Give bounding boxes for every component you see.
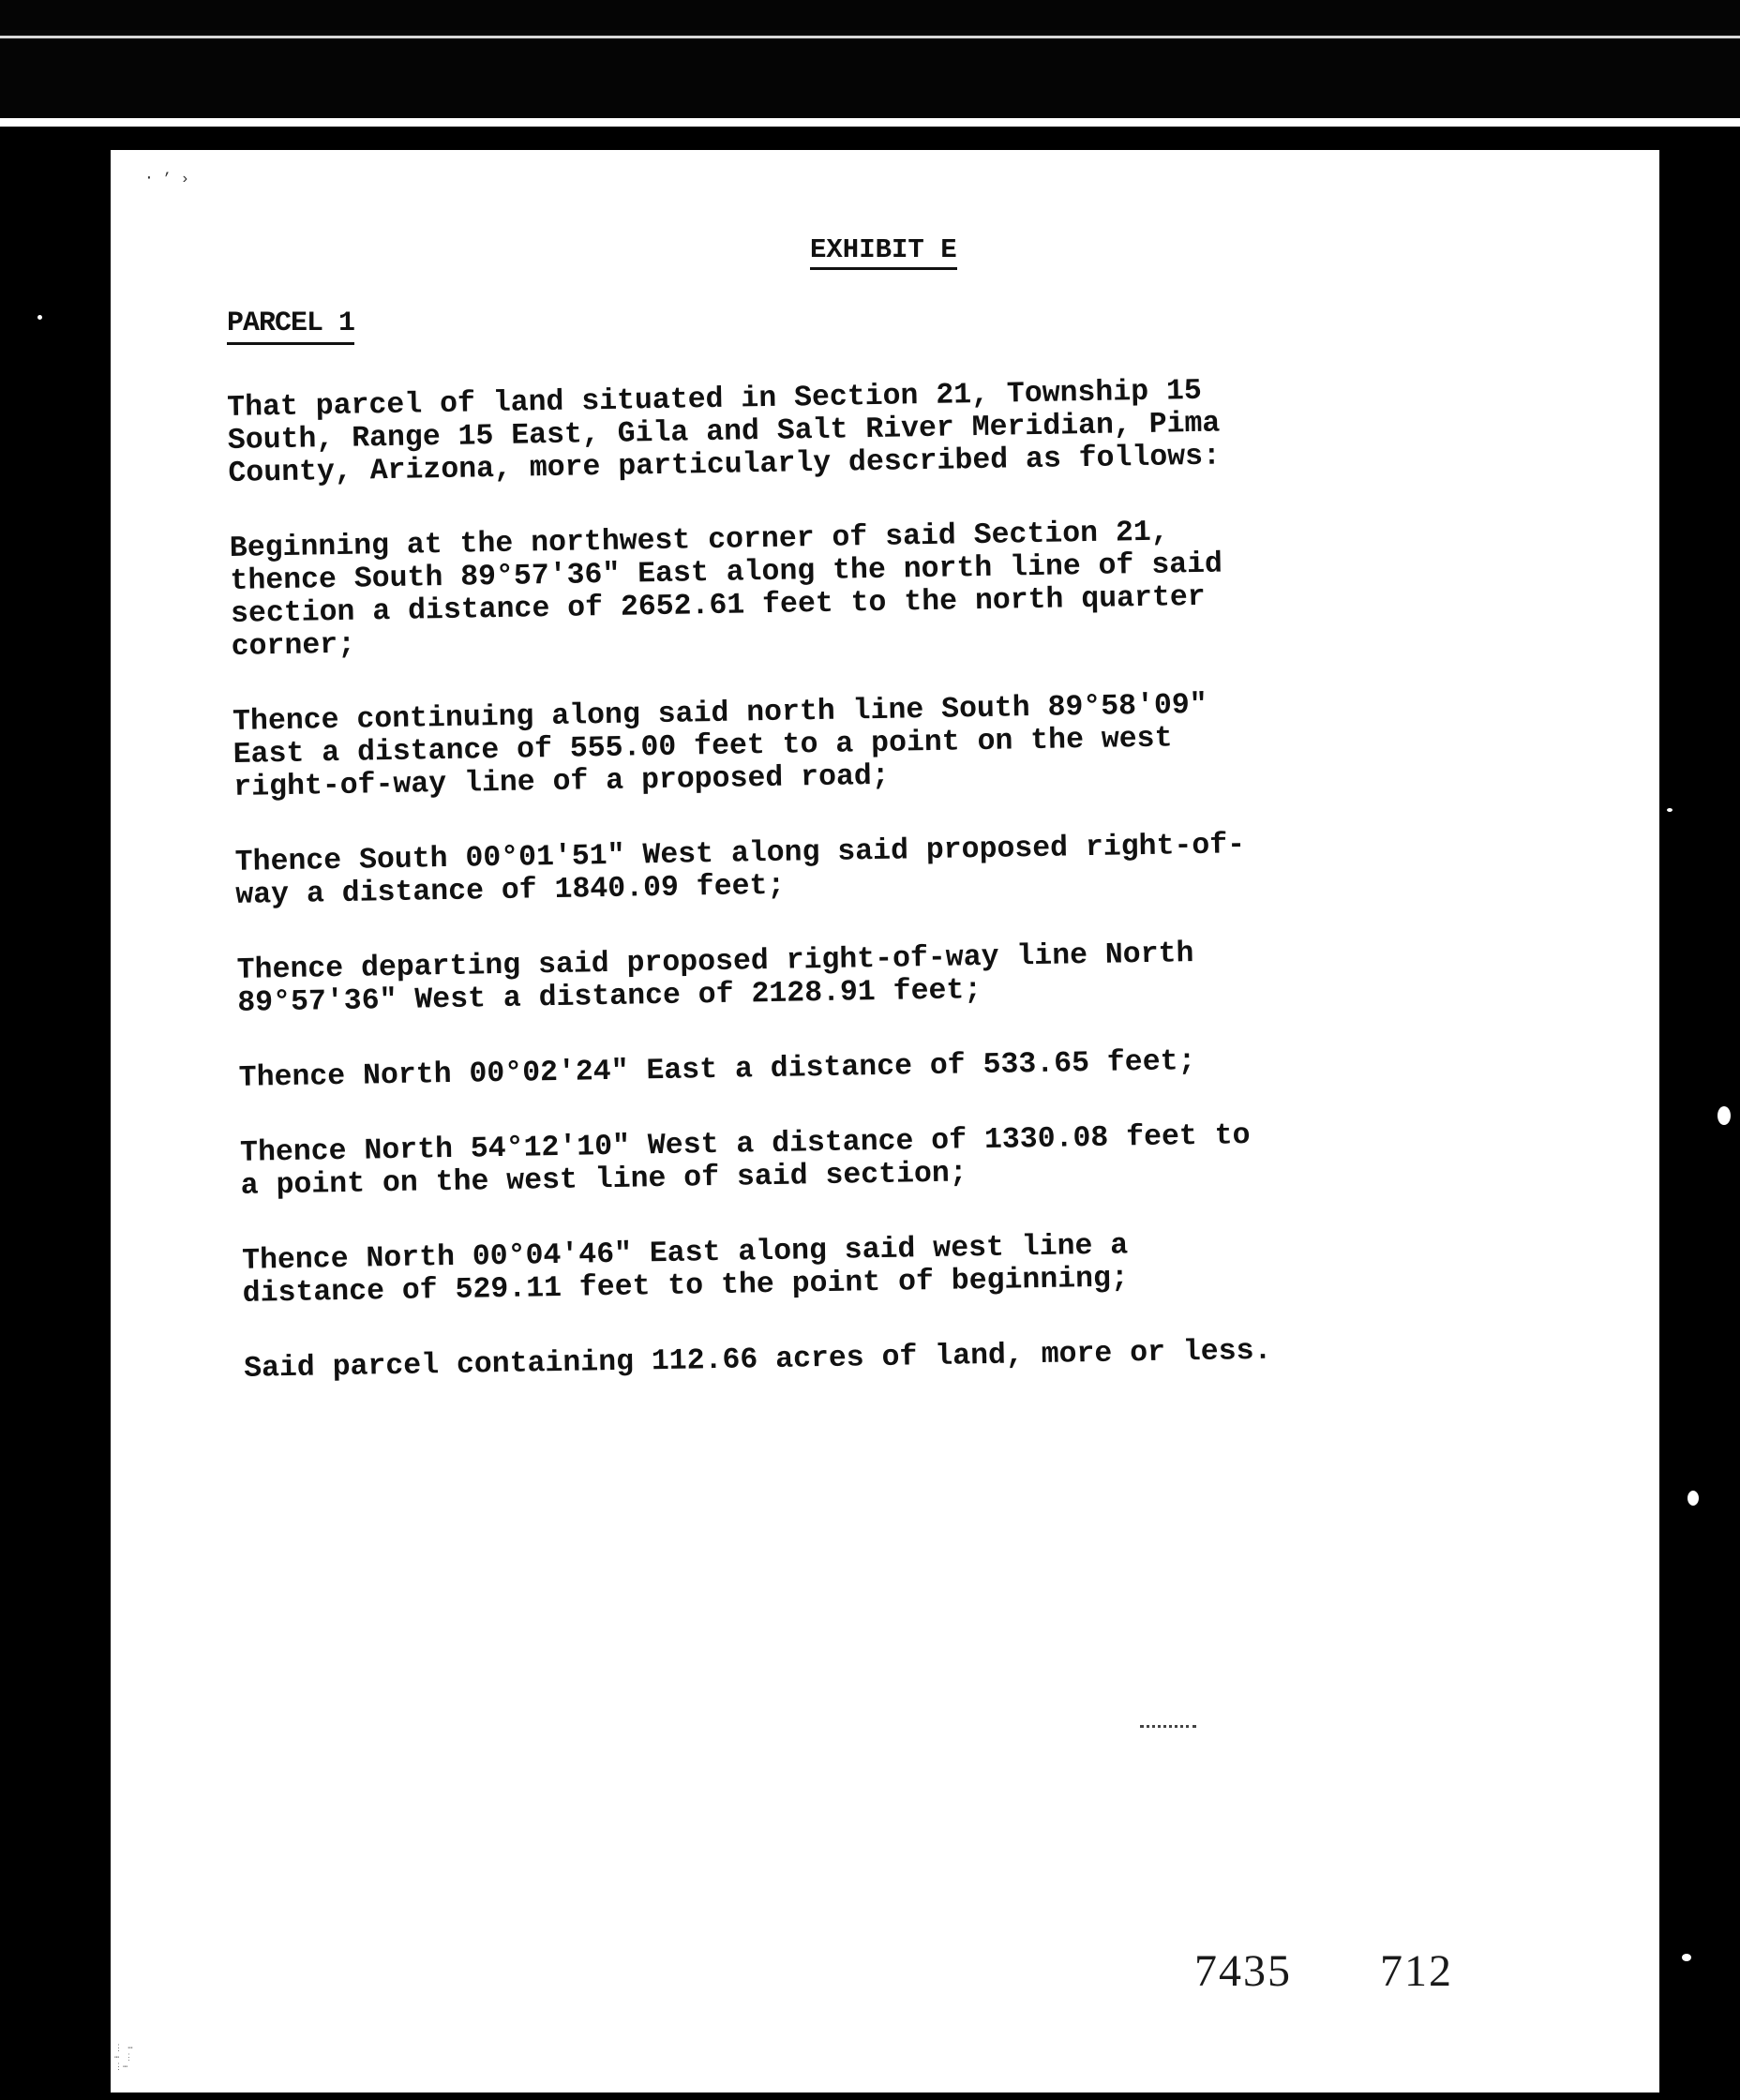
paragraph-thence-north-1: Thence North 00°02'24" East a distance of 533.65 feet; xyxy=(238,1045,1196,1095)
paragraph-acreage: Said parcel containing 112.66 acres of land, more or less. xyxy=(243,1334,1272,1386)
document-page xyxy=(111,150,1659,2092)
scan-top-band xyxy=(0,0,1740,127)
paragraph-thence-continuing: Thence continuing along said north line South 89°58'09" East a distance of 555.00 feet to a point on the west right-of-way line of a proposed road; xyxy=(232,688,1208,804)
paragraph-beginning: Beginning at the northwest corner of said Section 21, thence South 89°57'36" East along the north line of said section a distance of 2652.61 feet to the north quarter corner; xyxy=(229,516,1223,664)
paragraph-thence-departing: Thence departing said proposed right-of-way line North 89°57'36" West a distance of 2128.91 feet; xyxy=(236,938,1194,1020)
page-number: 712 xyxy=(1380,1946,1453,1996)
scan-speck xyxy=(1718,1106,1731,1125)
scan-speck xyxy=(1682,1954,1691,1961)
scan-rule-bottom xyxy=(0,118,1740,127)
corner-marks: ⋅ ’ › xyxy=(144,171,190,188)
scan-speck xyxy=(1688,1491,1699,1506)
scan-rule-top xyxy=(0,36,1740,38)
page-numbers xyxy=(1194,1945,1453,1997)
paragraph-parcel-intro: That parcel of land situated in Section 21, Township 15 South, Range 15 East, Gila and Salt River Meridian, Pima County, Arizona, more particularly described as follows: xyxy=(227,374,1222,490)
paragraph-thence-north-2: Thence North 54°12'10" West a distance of 1330.08 feet to a point on the west line of said section; xyxy=(239,1119,1251,1203)
paragraph-thence-north-3: Thence North 00°04'46" East along said west line a distance of 529.11 feet to the point of beginning; xyxy=(241,1229,1130,1311)
scan-stamp-mark: ⋮ ⋯ ⋯ ⋮ ⋮⋯ xyxy=(114,2044,133,2072)
scan-speck xyxy=(38,315,42,320)
exhibit-title: EXHIBIT E xyxy=(810,234,957,270)
paragraph-thence-south: Thence South 00°01'51" West along said proposed right-of- way a distance of 1840.09 feet; xyxy=(234,829,1246,912)
document-number: 7435 xyxy=(1194,1946,1292,1996)
dotted-mark xyxy=(1140,1725,1196,1731)
scan-speck xyxy=(1667,808,1672,812)
legal-description xyxy=(227,371,1426,1428)
parcel-heading: PARCEL 1 xyxy=(227,308,354,345)
